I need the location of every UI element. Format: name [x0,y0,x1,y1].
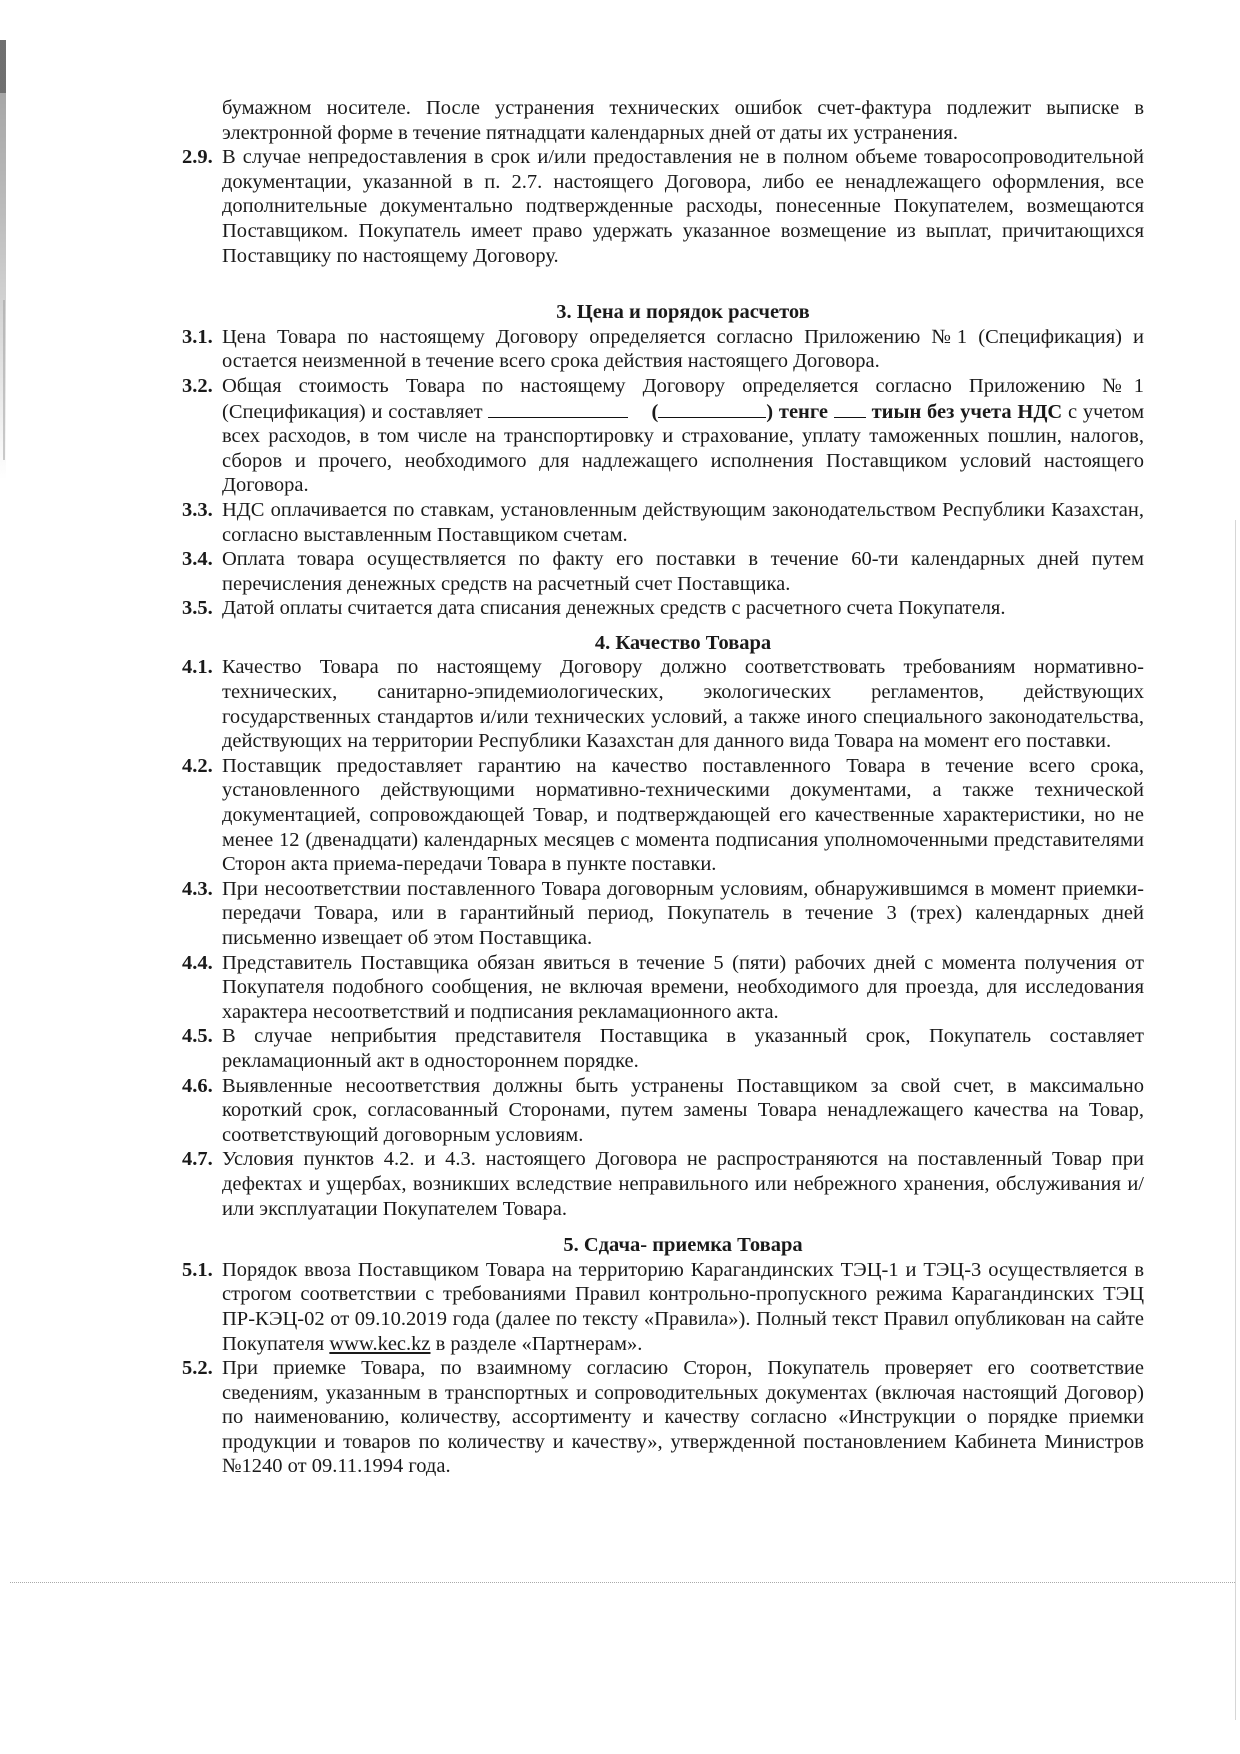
clause-5-2 [182,1356,1144,1479]
clause-text-part: в разделе «Партнерам». [435,1332,643,1355]
document-body [182,96,1144,1479]
clause-4-2 [182,754,1144,877]
clause-text: При приемке Товара, по взаимному согласию Сторон, Покупатель проверяет его соответствие сведениям, указанным в транспортных и сопроводительных документах (включая настоящий Договор) по наименованию, количеству, ассортименту и качеству согласно «Инструкции о порядке приемки продукции и товаров по количеству и качеству», утвержденной постановлением Кабинета Министров №1240 от 09.11.1994 года. [222,1357,1144,1478]
clause-number: 4.5. [182,1025,213,1048]
clause-number: 4.4. [182,951,213,974]
section-4-heading: 4. Качество Товара [594,631,772,654]
clause-text: Представитель Поставщика обязан явиться в течение 5 (пяти) рабочих дней с момента получения от Покупателя подобного сообщения, не включая времени, необходимого для проезда, для исследования характера несоответствий и подписания рекламационного акта. [222,951,1144,1023]
clause-number: 4.6. [182,1074,213,1097]
clause-text: Цена Товара по настоящему Договору определяется согласно Приложению №1 (Спецификация) и остается неизменной в течение всего срока действия настоящего Договора. [222,325,1144,373]
clause-text: Условия пунктов 4.2. и 4.3. настоящего Договора не распространяются на поставленный Товар при дефектах и ущербах, возникших вследствие неправильного или небрежного хранения, обслуживания и/или эксплуатации Покупателем Товара. [222,1148,1144,1220]
clause-number: 5.2. [182,1357,213,1380]
clause-4-3 [182,877,1144,951]
clause-3-1 [182,325,1144,374]
section-3-heading: 3. Цена и порядок расчетов [556,301,810,324]
section-5-heading: 5. Сдача- приемка Товара [563,1234,803,1257]
clause-number: 4.7. [182,1148,213,1171]
clause-number: 3.3. [182,498,213,521]
clause-number: 5.1. [182,1258,213,1281]
vat-label: тиын без учета НДС [871,400,1063,423]
clause-5-1 [182,1258,1144,1356]
tiyn-blank [834,399,866,418]
clause-number: 4.2. [182,754,213,777]
clause-3-2 [182,374,1144,498]
clause-3-5 [182,596,1144,621]
clause-text: В случае неприбытия представителя Поставщика в указанный срок, Покупатель составляет рекламационный акт в одностороннем порядке. [222,1025,1144,1072]
clause-text-part: Общая стоимость Товара по настоящему Договору определяется согласно Приложению №1 (Спецификация) и составляет [222,374,1144,423]
website-link[interactable]: www.kec.kz [329,1332,431,1355]
scan-edge-line [1235,520,1236,1720]
amount-words-blank [658,399,766,418]
clause-4-1 [182,655,1144,753]
clause-4-4 [182,951,1144,1025]
scan-dotted-line [10,1582,1235,1583]
clause-4-6 [182,1074,1144,1148]
clause-text [222,374,1144,498]
clause-2-9 [182,145,1144,268]
clause-text: Качество Товара по настоящему Договору должно соответствовать требованиям нормативно-технических, санитарно-эпидемиологических, экологических регламентов, действующих государственных стандартов и/или технических условий, а также иного специального законодательства, действующих на территории Республики Казахстан для данного вида Товара на момент его поставки. [222,656,1144,753]
clause-4-5 [182,1024,1144,1073]
clause-number: 4.3. [182,877,213,900]
clause-3-3 [182,498,1144,547]
clause-number: 3.2. [182,374,213,397]
clause-text: НДС оплачивается по ставкам, установленным действующим законодательством Республики Казахстан, согласно выставленным Поставщиком счетам. [222,498,1144,546]
clause-3-4 [182,547,1144,596]
clause-number: 4.1. [182,656,213,679]
clause-text: Поставщик предоставляет гарантию на качество поставленного Товара в течение всего срока, установленного действующими нормативно-техническими документами, а также технической документацией, сопровождающей Товар, и подтверждающей его качественные характеристики, но не менее 12 (двенадцати) календарных месяцев с момента подписания уполномоченными представителями Сторон акта приема-передачи Товара в пункте поставки. [222,754,1144,876]
currency-label: ) тенге [766,400,829,423]
clause-text-part: с учетом всех расходов, в том числе на транспортировку и страхование, уплату таможенных пошлин, налогов, сборов и прочего, необходимого для надлежащего исполнения Поставщиком условий настоящего Договора. [222,400,1145,497]
paragraph-continuation: бумажном носителе. После устранения технических ошибок счет-фактура подлежит выписке в электронной форме в течение пятнадцати календарных дней от даты их устранения. [222,97,1144,144]
clause-number: 3.5. [182,597,213,620]
scan-binding-mark-2 [3,300,5,460]
clause-text-part: ( [651,400,659,423]
clause-text: В случае непредоставления в срок и/или предоставления не в полном объеме товаросопроводительной документации, указанной в п. 2.7. настоящего Договора, либо ее ненадлежащего оформления, все дополнительные документально подтвержденные расходы, понесенные Покупателем, возмещаются Поставщиком. Покупатель имеет право удержать указанное возмещение из выплат, причитающихся Поставщику по настоящему Договору. [222,146,1144,267]
clause-text: Выявленные несоответствия должны быть устранены Поставщиком за свой счет, в максимально короткий срок, согласованный Сторонами, путем замены Товара ненадлежащего качества на Товар, соответствующий договорным условиям. [222,1074,1144,1146]
clause-number: 2.9. [182,146,213,169]
clause-text: Оплата товара осуществляется по факту его поставки в течение 60-ти календарных дней путем перечисления денежных средств на расчетный счет Поставщика. [222,548,1144,595]
clause-text: Датой оплаты считается дата списания денежных средств с расчетного счета Покупателя. [222,597,1006,620]
clause-text [222,1258,1144,1356]
clause-4-7 [182,1147,1144,1221]
clause-text: При несоответствии поставленного Товара договорным условиям, обнаружившимся в момент приемки-передачи Товара, или в гарантийный период, Покупатель в течение 3 (трех) календарных дней письменно извещает об этом Поставщика. [222,877,1144,949]
clause-number: 3.1. [182,325,213,348]
amount-blank [488,399,628,418]
clause-number: 3.4. [182,548,213,571]
clause-text-part: Порядок ввоза Поставщиком Товара на территорию Карагандинских ТЭЦ-1 и ТЭЦ-3 осуществляется в строгом соответствии с требованиями Правил контрольно-пропускного режима Карагандинских ТЭЦ ПР-КЭЦ-02 от 09.10.2019 года (далее по тексту «Правила»). Полный текст Правил опубликован на сайте Покупателя [222,1258,1144,1355]
